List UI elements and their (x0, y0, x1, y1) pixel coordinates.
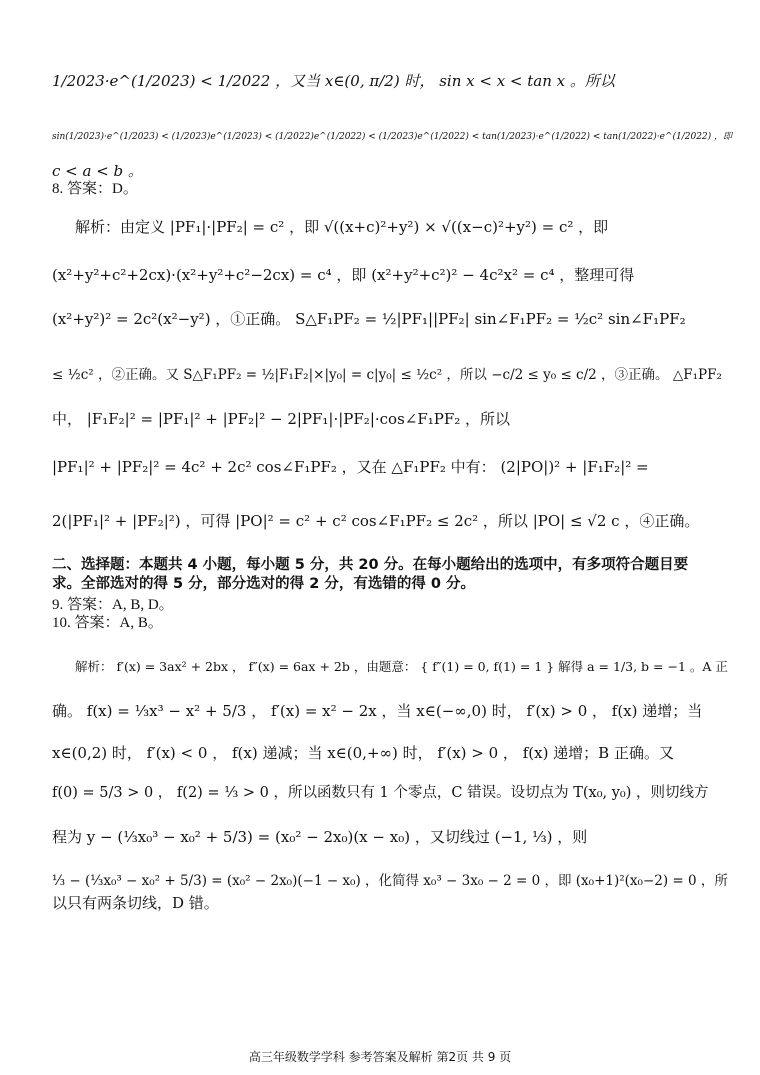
answer-10: 10. 答案：A, B。 (52, 615, 163, 631)
analysis-8-line-3: (x²+y²)² = 2c²(x²−y²) ，①正确。 S△F₁PF₂ = ½|PF₁||PF₂| sin∠F₁PF₂ = ½c² sin∠F₁PF₂ (52, 310, 686, 328)
section-heading-line-2: 求。全部选对的得 5 分，部分选对的得 2 分，有选错的得 0 分。 (52, 576, 476, 592)
analysis-10-line-4: f(0) = 5/3 > 0 ， f(2) = ⅓ > 0 ，所以函数只有 1 个零点，C 错误。设切点为 T(x₀, y₀) ，则切线方 (52, 785, 709, 801)
section-heading-line-1: 二、选择题：本题共 4 小题，每小题 5 分，共 20 分。在每小题给出的选项中，有多项符合题目要 (52, 557, 689, 573)
analysis-10-line-2: 确。 f(x) = ⅓x³ − x² + 5/3 ， f′(x) = x² − 2x ，当 x∈(−∞,0) 时， f′(x) > 0 ， f(x) 递增；当 (52, 702, 703, 720)
text-line-2: sin(1/2023)·e^(1/2023) < (1/2023)e^(1/2023) < (1/2022)e^(1/2022) < (1/2023)e^(1/2022) < tan(1/2023)·e^(1/2022) < tan(1/2022)·e^(1/2022) ，即 (52, 132, 733, 142)
analysis-8-line-5: 中， |F₁F₂|² = |PF₁|² + |PF₂|² − 2|PF₁|·|PF₂|·cos∠F₁PF₂ ，所以 (52, 410, 511, 428)
analysis-10-line-1: 解析： f′(x) = 3ax² + 2bx ， f″(x) = 6ax + 2b ，由题意： { f″(1) = 0, f(1) = 1 } 解得 a = 1/3, b = −1 。A 正 (75, 659, 728, 674)
analysis-10-line-7: 以只有两条切线，D 错。 (52, 894, 219, 912)
text-line-3: c < a < b 。 (52, 162, 143, 180)
analysis-8-line-4: ≤ ½c² ，②正确。又 S△F₁PF₂ = ½|F₁F₂|×|y₀| = c|y₀| ≤ ½c² ，所以 −c/2 ≤ y₀ ≤ c/2 ，③正确。 △F₁PF₂ (52, 367, 722, 383)
analysis-8-line-1: 解析：由定义 |PF₁|·|PF₂| = c² ，即 √((x+c)²+y²) × √((x−c)²+y²) = c² ，即 (75, 218, 609, 236)
text-line-1: 1/2023·e^(1/2023) < 1/2022 ，又当 x∈(0, π/2) 时， sin x < x < tan x 。所以 (52, 72, 615, 90)
analysis-8-line-6: |PF₁|² + |PF₂|² = 4c² + 2c² cos∠F₁PF₂ ，又在 △F₁PF₂ 中有： (2|PO|)² + |F₁F₂|² = (52, 458, 649, 476)
analysis-10-line-3: x∈(0,2) 时， f′(x) < 0 ， f(x) 递减；当 x∈(0,+∞) 时， f′(x) > 0 ， f(x) 递增；B 正确。又 (52, 744, 674, 762)
answer-9: 9. 答案：A, B, D。 (52, 597, 174, 613)
answer-8: 8. 答案：D。 (52, 181, 138, 197)
page-footer: 高三年级数学学科 参考答案及解析 第2页 共 9 页 (248, 1050, 512, 1064)
analysis-8-line-7: 2(|PF₁|² + |PF₂|²) ，可得 |PO|² = c² + c² cos∠F₁PF₂ ≤ 2c² ，所以 |PO| ≤ √2 c ，④正确。 (52, 512, 700, 530)
analysis-10-line-5: 程为 y − (⅓x₀³ − x₀² + 5/3) = (x₀² − 2x₀)(x − x₀) ，又切线过 (−1, ⅓) ，则 (52, 828, 588, 846)
analysis-8-line-2: (x²+y²+c²+2cx)·(x²+y²+c²−2cx) = c⁴ ，即 (x²+y²+c²)² − 4c²x² = c⁴ ，整理可得 (52, 266, 635, 284)
analysis-10-line-6: ⅓ − (⅓x₀³ − x₀² + 5/3) = (x₀² − 2x₀)(−1 − x₀) ，化简得 x₀³ − 3x₀ − 2 = 0 ，即 (x₀+1)²(x₀−2) = 0 ，所 (52, 873, 728, 889)
